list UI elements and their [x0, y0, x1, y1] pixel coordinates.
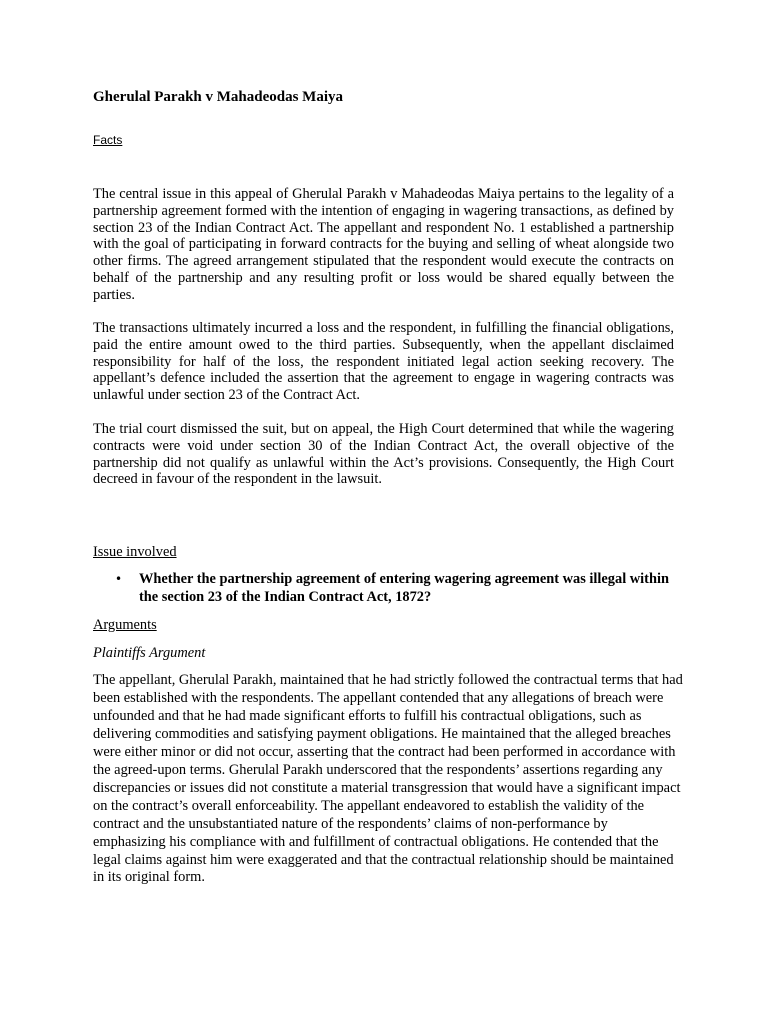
- plaintiff-argument-heading: Plaintiffs Argument: [93, 645, 206, 661]
- bullet-icon: •: [115, 572, 123, 586]
- issue-text: Whether the partnership agreement of entering wagering agreement was illegal within the section 23 of the Indian Contract Act, 1872?: [139, 571, 669, 605]
- facts-paragraph-3: The trial court dismissed the suit, but on appeal, the High Court determined that while the wagering contracts were void under section 30 of the Indian Contract Act, the overall objective of the partnership did not qualify as unlawful within the Act’s provisions. Consequently, the High Court decreed in favour of the respondent in the lawsuit.: [93, 421, 674, 488]
- issue-list-item: [93, 570, 683, 606]
- facts-paragraph-1: The central issue in this appeal of Gherulal Parakh v Mahadeodas Maiya pertains to the legality of a partnership agreement formed with the intention of engaging in wagering transactions, as defined by section 23 of the Indian Contract Act. The appellant and respondent No. 1 established a partnership with the goal of participating in forward contracts for the buying and selling of wheat alongside two other firms. The agreed arrangement stipulated that the respondent would execute the contracts on behalf of the partnership and any resulting profit or loss would be shared equally between the parties.: [93, 186, 674, 303]
- document-title: Gherulal Parakh v Mahadeodas Maiya: [93, 89, 344, 105]
- plaintiff-argument-paragraph: The appellant, Gherulal Parakh, maintained that he had strictly followed the contractual terms that had been established with the respondents. The appellant contended that any allegations of breach were unfounded and that he had made significant efforts to fulfill his contractual obligations, such as delivering commodities and satisfying payment obligations. He maintained that the alleged breaches were either minor or did not occur, asserting that the contract had been performed in accordance with the agreed-upon terms. Gherulal Parakh underscored that the respondents’ assertions regarding any discrepancies or issues did not constitute a material transgression that would have a significant impact on the contract’s overall enforceability. The appellant endeavored to establish the validity of the contract and the unsubstantiated nature of the respondents’ claims of non-performance by emphasizing his compliance with and fulfillment of contractual obligations. He contended that the legal claims against him were exaggerated and that the contractual relationship should be maintained in its original form.: [93, 672, 683, 886]
- facts-paragraph-2: The transactions ultimately incurred a loss and the respondent, in fulfilling the financial obligations, paid the entire amount owed to the third parties. Subsequently, when the appellant disclaimed responsibility for half of the loss, the respondent initiated legal action seeking recovery. The appellant’s defence included the assertion that the agreement to engage in wagering contracts was unlawful under section 23 of the Contract Act.: [93, 320, 674, 404]
- issue-list: [93, 570, 683, 606]
- arguments-heading: Arguments: [93, 617, 157, 633]
- facts-heading: Facts: [93, 133, 123, 147]
- issue-heading: Issue involved: [93, 544, 177, 560]
